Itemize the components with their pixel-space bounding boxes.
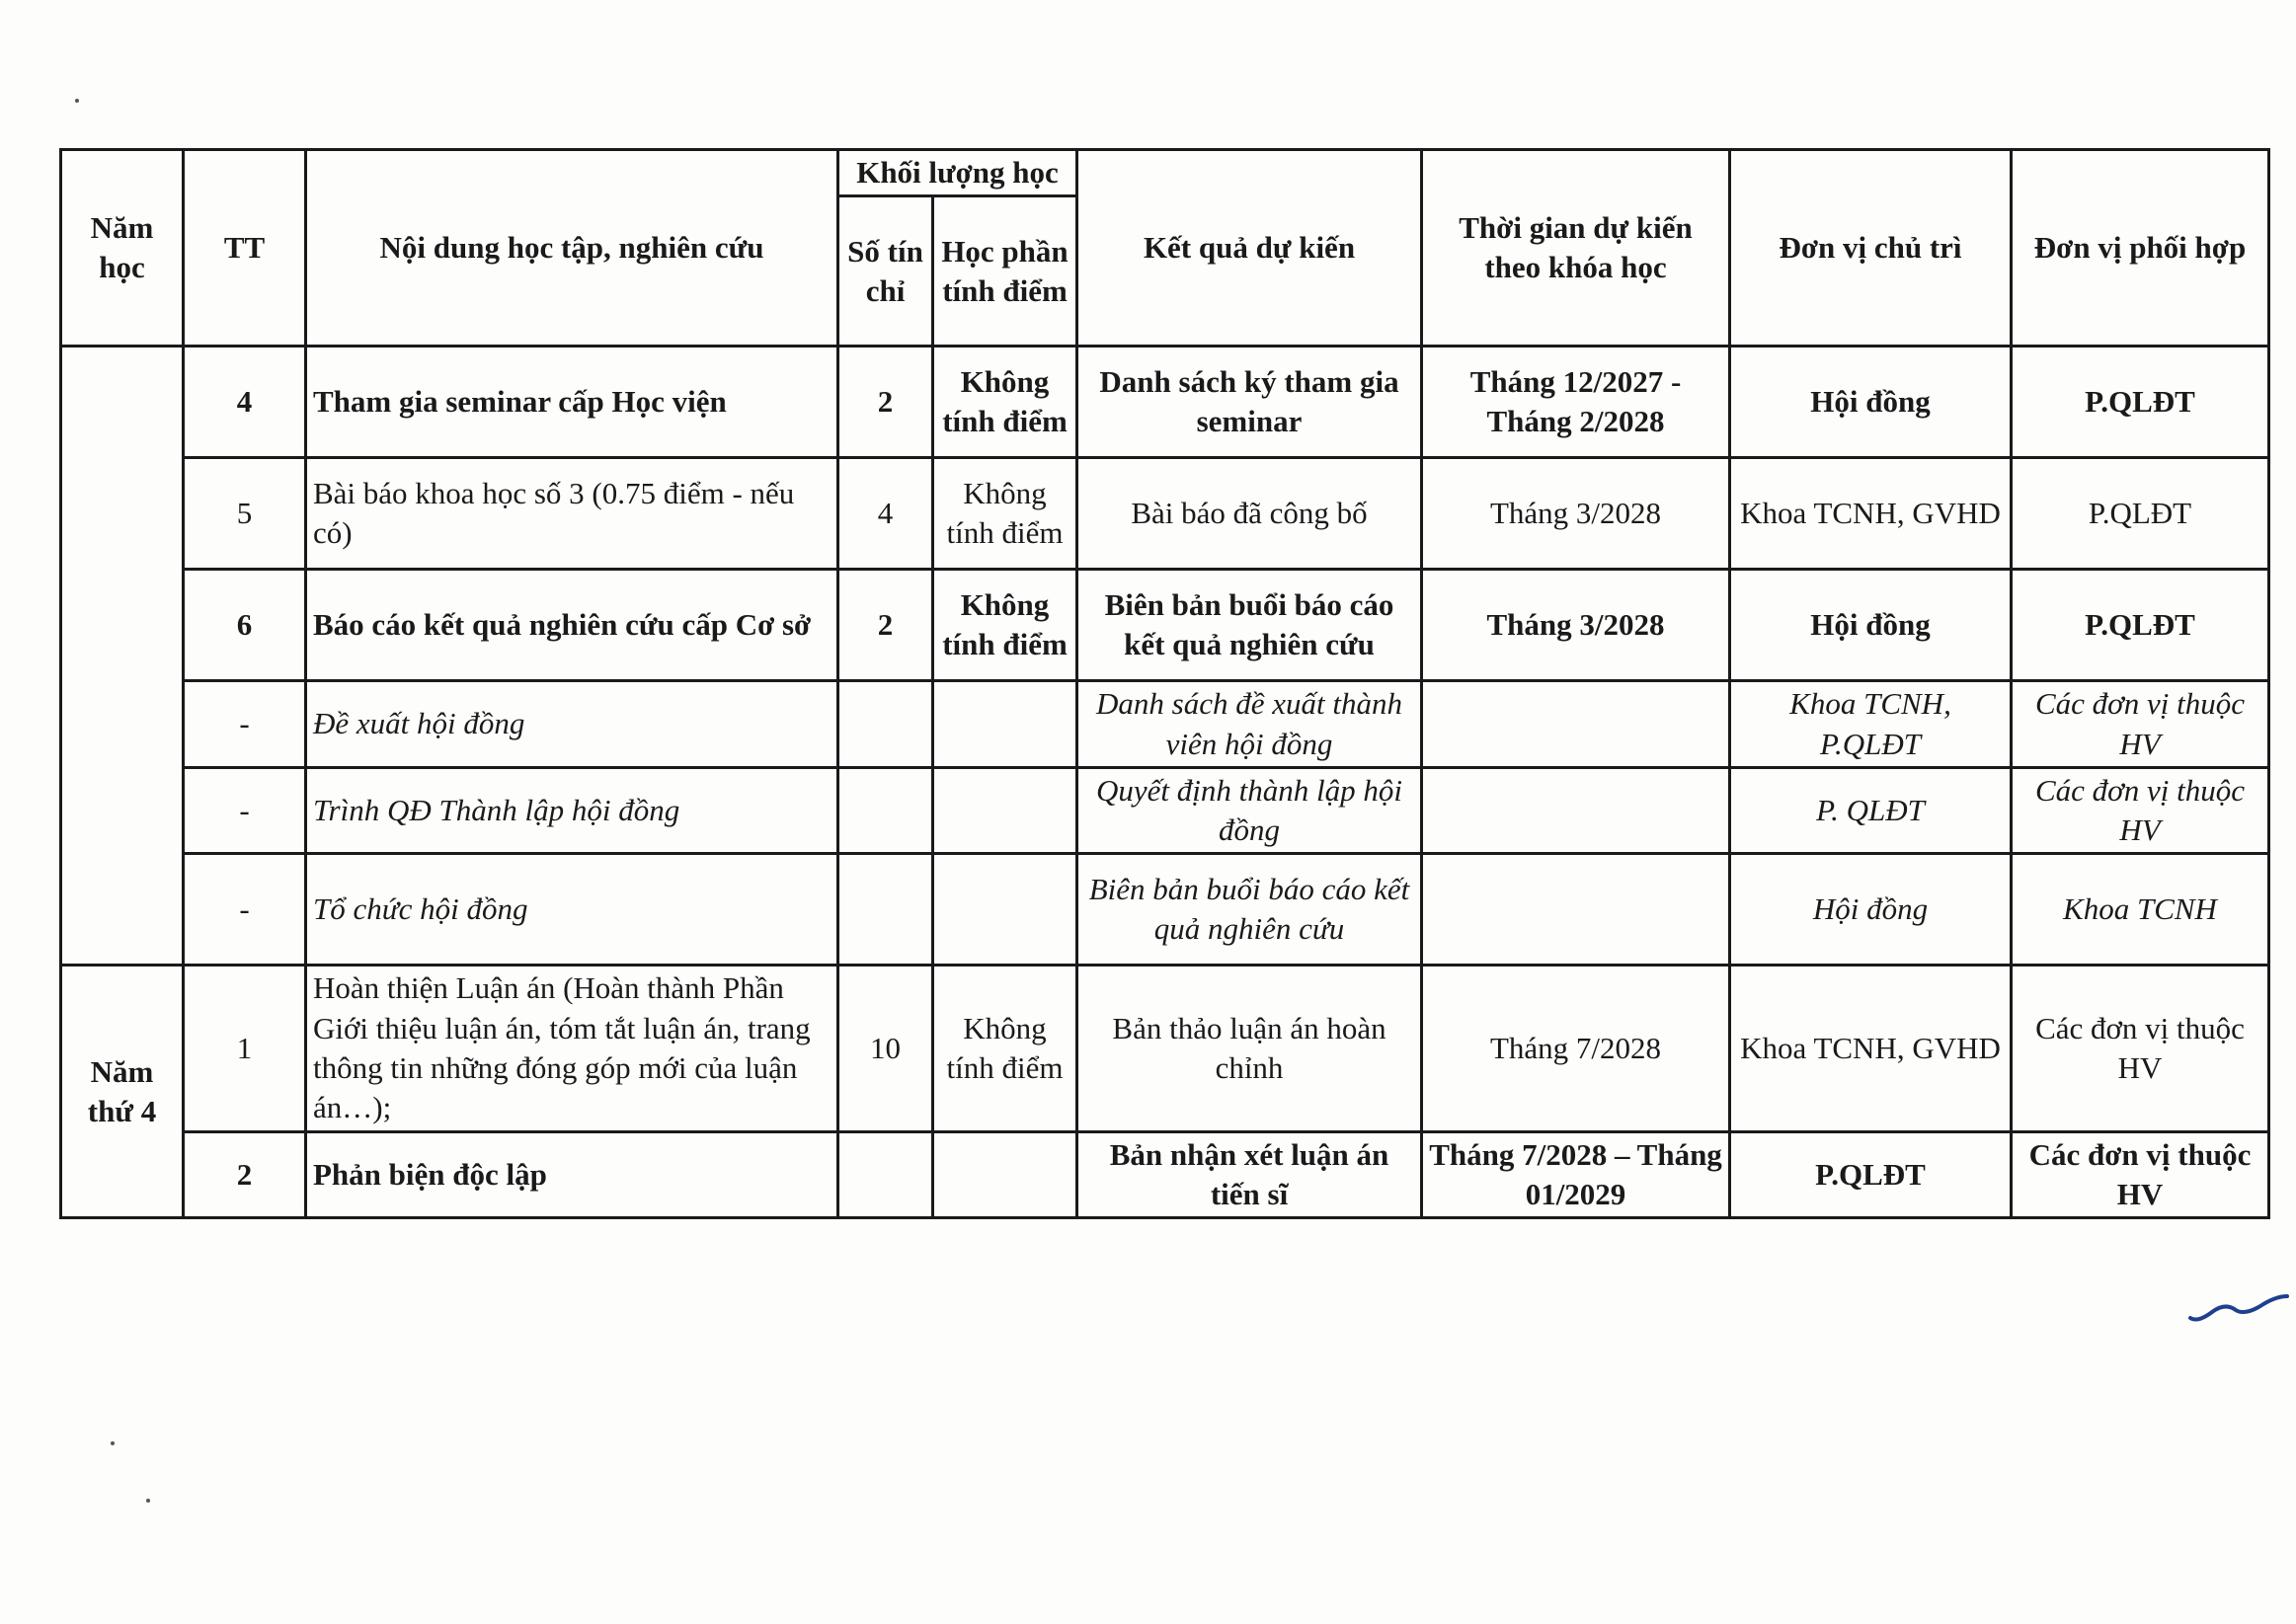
table-row <box>61 681 2269 768</box>
noi-dung-cell: Tham gia seminar cấp Học viện <box>306 347 838 458</box>
tt-cell: 2 <box>184 1131 306 1218</box>
initial-signature-icon <box>2182 1288 2291 1328</box>
hoc-phan-cell <box>933 767 1077 854</box>
thoi-gian-cell <box>1422 681 1730 768</box>
noi-dung-cell: Phản biện độc lập <box>306 1131 838 1218</box>
ket-qua-cell: Danh sách ký tham gia seminar <box>1077 347 1422 458</box>
scan-speck <box>146 1499 150 1503</box>
so-tin-chi-cell <box>838 1131 933 1218</box>
chu-tri-cell: Khoa TCNH, GVHD <box>1730 458 2012 570</box>
scan-speck <box>111 1441 115 1445</box>
hoc-phan-cell: Không tính điểm <box>933 570 1077 681</box>
table-row <box>61 1131 2269 1218</box>
study-plan-table <box>59 148 2270 1219</box>
thoi-gian-cell: Tháng 3/2028 <box>1422 458 1730 570</box>
noi-dung-cell: Tổ chức hội đồng <box>306 854 838 966</box>
so-tin-chi-cell: 4 <box>838 458 933 570</box>
table-row <box>61 570 2269 681</box>
noi-dung-cell: Bài báo khoa học số 3 (0.75 điểm - nếu có) <box>306 458 838 570</box>
tt-cell: 6 <box>184 570 306 681</box>
phoi-hop-cell: Các đơn vị thuộc HV <box>2012 966 2269 1131</box>
chu-tri-cell: P. QLĐT <box>1730 767 2012 854</box>
phoi-hop-cell: P.QLĐT <box>2012 570 2269 681</box>
header-so-tin-chi: Số tín chỉ <box>838 196 933 347</box>
table-row <box>61 347 2269 458</box>
ket-qua-cell: Biên bản buổi báo cáo kết quả nghiên cứu <box>1077 854 1422 966</box>
phoi-hop-cell: P.QLĐT <box>2012 347 2269 458</box>
hoc-phan-cell <box>933 681 1077 768</box>
phoi-hop-cell: Các đơn vị thuộc HV <box>2012 1131 2269 1218</box>
so-tin-chi-cell: 2 <box>838 570 933 681</box>
tt-cell: - <box>184 854 306 966</box>
tt-cell: 4 <box>184 347 306 458</box>
nam-hoc-cell: Năm thứ 4 <box>61 966 184 1218</box>
thoi-gian-cell: Tháng 3/2028 <box>1422 570 1730 681</box>
header-thoi-gian: Thời gian dự kiến theo khóa học <box>1422 150 1730 347</box>
so-tin-chi-cell <box>838 854 933 966</box>
so-tin-chi-cell <box>838 767 933 854</box>
thoi-gian-cell: Tháng 7/2028 – Tháng 01/2029 <box>1422 1131 1730 1218</box>
phoi-hop-cell: P.QLĐT <box>2012 458 2269 570</box>
hoc-phan-cell: Không tính điểm <box>933 347 1077 458</box>
tt-cell: 1 <box>184 966 306 1131</box>
phoi-hop-cell: Các đơn vị thuộc HV <box>2012 767 2269 854</box>
table-row <box>61 458 2269 570</box>
ket-qua-cell: Bài báo đã công bố <box>1077 458 1422 570</box>
scan-speck <box>75 99 79 103</box>
phoi-hop-cell: Khoa TCNH <box>2012 854 2269 966</box>
header-nam-hoc: Năm học <box>61 150 184 347</box>
tt-cell: - <box>184 681 306 768</box>
ket-qua-cell: Biên bản buổi báo cáo kết quả nghiên cứu <box>1077 570 1422 681</box>
noi-dung-cell: Đề xuất hội đồng <box>306 681 838 768</box>
header-don-vi-chu-tri: Đơn vị chủ trì <box>1730 150 2012 347</box>
tt-cell: - <box>184 767 306 854</box>
ket-qua-cell: Bản nhận xét luận án tiến sĩ <box>1077 1131 1422 1218</box>
thoi-gian-cell <box>1422 767 1730 854</box>
thoi-gian-cell: Tháng 7/2028 <box>1422 966 1730 1131</box>
thoi-gian-cell <box>1422 854 1730 966</box>
ket-qua-cell: Danh sách đề xuất thành viên hội đồng <box>1077 681 1422 768</box>
tt-cell: 5 <box>184 458 306 570</box>
header-hoc-phan-tinh-diem: Học phần tính điểm <box>933 196 1077 347</box>
header-noi-dung: Nội dung học tập, nghiên cứu <box>306 150 838 347</box>
chu-tri-cell: Hội đồng <box>1730 570 2012 681</box>
hoc-phan-cell: Không tính điểm <box>933 966 1077 1131</box>
table-row <box>61 767 2269 854</box>
header-khoi-luong-hoc: Khối lượng học <box>838 150 1077 196</box>
ket-qua-cell: Quyết định thành lập hội đồng <box>1077 767 1422 854</box>
noi-dung-cell: Trình QĐ Thành lập hội đồng <box>306 767 838 854</box>
noi-dung-cell: Hoàn thiện Luận án (Hoàn thành Phần Giới thiệu luận án, tóm tắt luận án, trang thông tin những đóng góp mới của luận án…); <box>306 966 838 1131</box>
chu-tri-cell: P.QLĐT <box>1730 1131 2012 1218</box>
chu-tri-cell: Hội đồng <box>1730 854 2012 966</box>
table-row <box>61 854 2269 966</box>
chu-tri-cell: Khoa TCNH, P.QLĐT <box>1730 681 2012 768</box>
thoi-gian-cell: Tháng 12/2027 - Tháng 2/2028 <box>1422 347 1730 458</box>
hoc-phan-cell <box>933 1131 1077 1218</box>
header-tt: TT <box>184 150 306 347</box>
chu-tri-cell: Khoa TCNH, GVHD <box>1730 966 2012 1131</box>
so-tin-chi-cell: 2 <box>838 347 933 458</box>
table-row <box>61 966 2269 1131</box>
noi-dung-cell: Báo cáo kết quả nghiên cứu cấp Cơ sở <box>306 570 838 681</box>
hoc-phan-cell <box>933 854 1077 966</box>
header-don-vi-phoi-hop: Đơn vị phối hợp <box>2012 150 2269 347</box>
chu-tri-cell: Hội đồng <box>1730 347 2012 458</box>
header-ket-qua-du-kien: Kết quả dự kiến <box>1077 150 1422 347</box>
phoi-hop-cell: Các đơn vị thuộc HV <box>2012 681 2269 768</box>
so-tin-chi-cell: 10 <box>838 966 933 1131</box>
nam-hoc-cell-empty <box>61 347 184 966</box>
so-tin-chi-cell <box>838 681 933 768</box>
ket-qua-cell: Bản thảo luận án hoàn chỉnh <box>1077 966 1422 1131</box>
hoc-phan-cell: Không tính điểm <box>933 458 1077 570</box>
